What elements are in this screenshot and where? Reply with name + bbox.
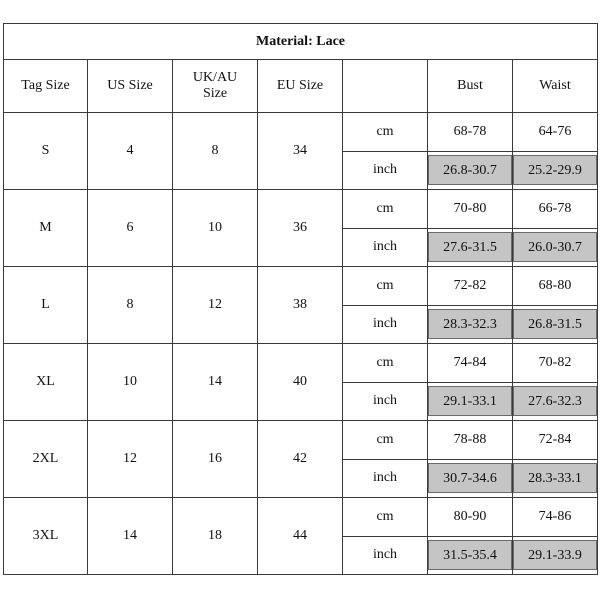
- eu-size-cell: 36: [258, 190, 343, 267]
- waist-cm-cell: 70-82: [513, 344, 598, 383]
- waist-inch-cell: [513, 536, 598, 575]
- bust-inch-cell: [428, 536, 513, 575]
- us-size-cell: 12: [88, 421, 173, 498]
- header-unit: [343, 60, 428, 113]
- bust-inch-cell: [428, 382, 513, 421]
- eu-size-cell: 42: [258, 421, 343, 498]
- table-row: [4, 344, 598, 383]
- waist-cm-cell: 74-86: [513, 498, 598, 537]
- tag-size-cell: L: [4, 267, 88, 344]
- waist-cm-cell: 68-80: [513, 267, 598, 306]
- bust-cm-cell: 74-84: [428, 344, 513, 383]
- eu-size-cell: 40: [258, 344, 343, 421]
- waist-inch-cell: [513, 151, 598, 190]
- tag-size-cell: 3XL: [4, 498, 88, 575]
- waist-inch-cell: [513, 305, 598, 344]
- unit-inch-cell: inch: [343, 305, 428, 344]
- bust-inch-cell-value: 27.6-31.5: [428, 232, 512, 262]
- table-row: [4, 267, 598, 306]
- header-us-size: US Size: [88, 60, 173, 113]
- ukau-size-cell: 12: [173, 267, 258, 344]
- bust-inch-cell-value: 30.7-34.6: [428, 463, 512, 493]
- unit-cm-cell: cm: [343, 190, 428, 229]
- bust-cm-cell: 80-90: [428, 498, 513, 537]
- unit-inch-cell: inch: [343, 459, 428, 498]
- header-eu-size: EU Size: [258, 60, 343, 113]
- bust-cm-cell: 78-88: [428, 421, 513, 460]
- waist-cm-cell: 64-76: [513, 113, 598, 152]
- bust-inch-cell: [428, 305, 513, 344]
- tag-size-cell: XL: [4, 344, 88, 421]
- us-size-cell: 14: [88, 498, 173, 575]
- waist-inch-cell: [513, 228, 598, 267]
- waist-inch-cell-value: 26.0-30.7: [513, 232, 597, 262]
- eu-size-cell: 44: [258, 498, 343, 575]
- us-size-cell: 6: [88, 190, 173, 267]
- table-row: [4, 421, 598, 460]
- bust-inch-cell: [428, 459, 513, 498]
- bust-cm-cell: 68-78: [428, 113, 513, 152]
- title-row: [4, 24, 598, 60]
- header-bust: Bust: [428, 60, 513, 113]
- us-size-cell: 4: [88, 113, 173, 190]
- bust-inch-cell: [428, 228, 513, 267]
- us-size-cell: 8: [88, 267, 173, 344]
- bust-inch-cell-value: 26.8-30.7: [428, 155, 512, 185]
- ukau-size-cell: 18: [173, 498, 258, 575]
- unit-inch-cell: inch: [343, 151, 428, 190]
- header-ukau-size: [173, 60, 258, 113]
- waist-inch-cell: [513, 459, 598, 498]
- ukau-size-cell: 10: [173, 190, 258, 267]
- waist-inch-cell-value: 26.8-31.5: [513, 309, 597, 339]
- header-ukau-line2: Size: [202, 86, 228, 101]
- ukau-size-cell: 16: [173, 421, 258, 498]
- table-row: [4, 113, 598, 152]
- bust-inch-cell: [428, 151, 513, 190]
- header-waist: Waist: [513, 60, 598, 113]
- tag-size-cell: M: [4, 190, 88, 267]
- unit-cm-cell: cm: [343, 267, 428, 306]
- tag-size-cell: S: [4, 113, 88, 190]
- table-row: [4, 190, 598, 229]
- unit-inch-cell: inch: [343, 382, 428, 421]
- waist-inch-cell-value: 28.3-33.1: [513, 463, 597, 493]
- unit-inch-cell: inch: [343, 536, 428, 575]
- ukau-size-cell: 14: [173, 344, 258, 421]
- waist-cm-cell: 72-84: [513, 421, 598, 460]
- table-title: Material: Lace: [4, 24, 598, 60]
- waist-cm-cell: 66-78: [513, 190, 598, 229]
- us-size-cell: 10: [88, 344, 173, 421]
- bust-inch-cell-value: 31.5-35.4: [428, 540, 512, 570]
- bust-cm-cell: 72-82: [428, 267, 513, 306]
- unit-cm-cell: cm: [343, 113, 428, 152]
- ukau-size-cell: 8: [173, 113, 258, 190]
- bust-cm-cell: 70-80: [428, 190, 513, 229]
- waist-inch-cell-value: 25.2-29.9: [513, 155, 597, 185]
- size-chart-table: [3, 23, 598, 575]
- waist-inch-cell-value: 29.1-33.9: [513, 540, 597, 570]
- header-ukau-line1: UK/AU: [192, 70, 238, 85]
- header-row: [4, 60, 598, 113]
- waist-inch-cell-value: 27.6-32.3: [513, 386, 597, 416]
- unit-cm-cell: cm: [343, 344, 428, 383]
- waist-inch-cell: [513, 382, 598, 421]
- tag-size-cell: 2XL: [4, 421, 88, 498]
- header-tag-size: Tag Size: [4, 60, 88, 113]
- unit-inch-cell: inch: [343, 228, 428, 267]
- unit-cm-cell: cm: [343, 421, 428, 460]
- bust-inch-cell-value: 28.3-32.3: [428, 309, 512, 339]
- eu-size-cell: 34: [258, 113, 343, 190]
- bust-inch-cell-value: 29.1-33.1: [428, 386, 512, 416]
- table-row: [4, 498, 598, 537]
- eu-size-cell: 38: [258, 267, 343, 344]
- unit-cm-cell: cm: [343, 498, 428, 537]
